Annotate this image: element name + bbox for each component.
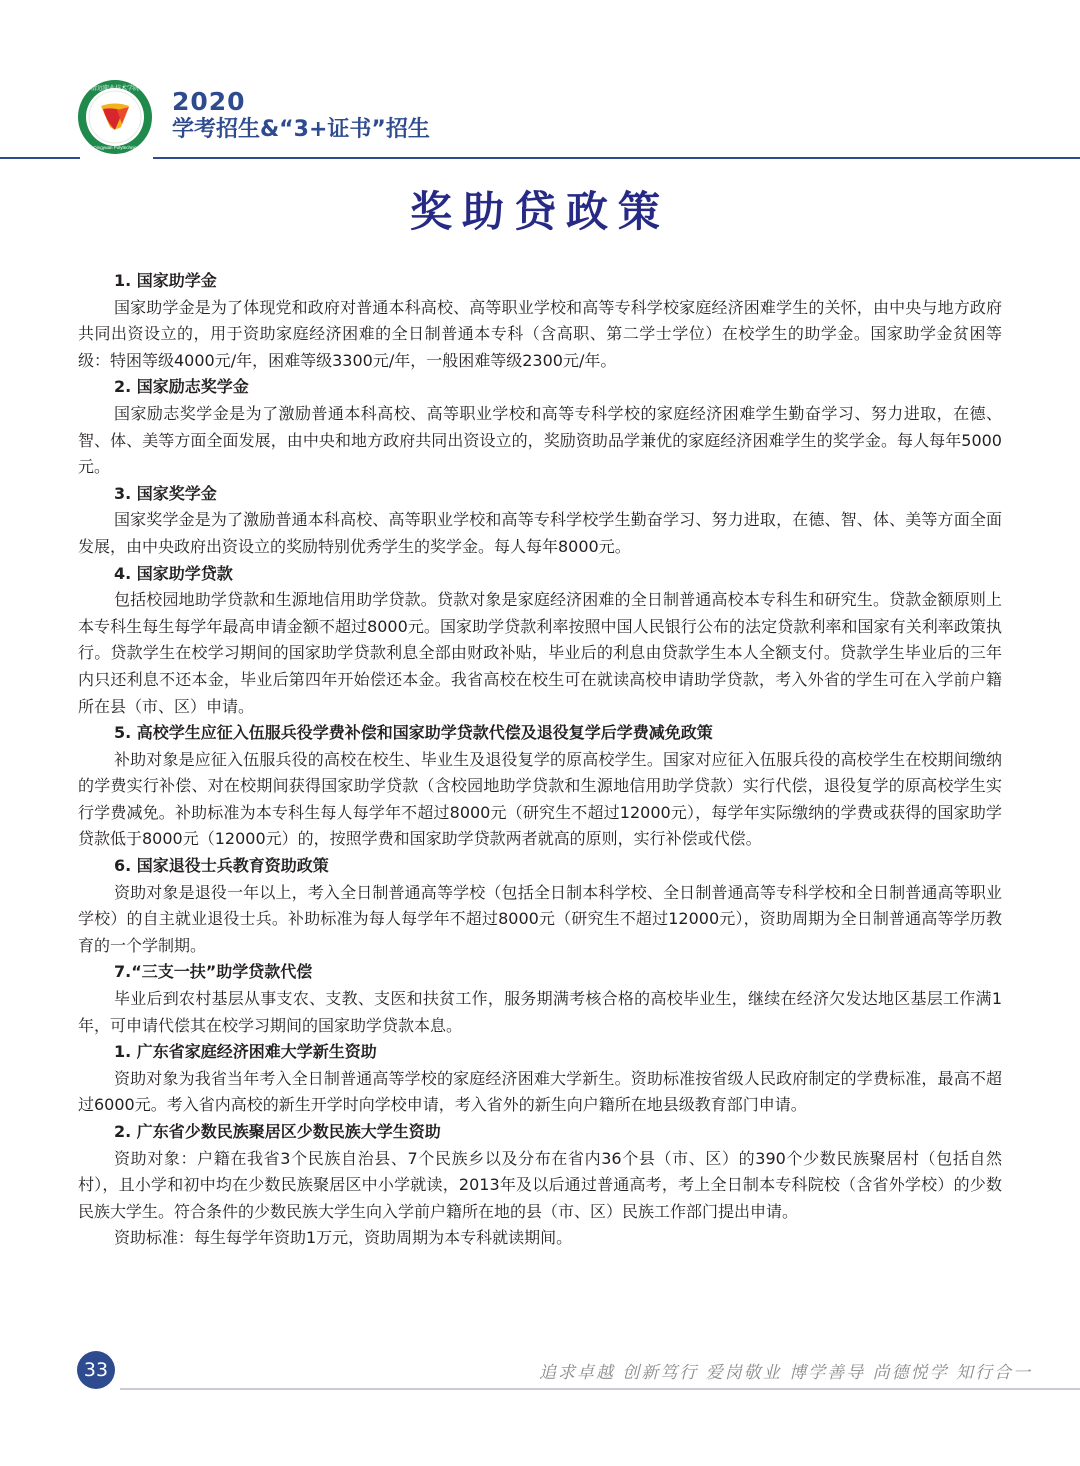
section-heading: 2. 国家励志奖学金	[114, 377, 249, 397]
footer-divider	[120, 1388, 1080, 1390]
section-paragraph: 国家奖学金是为了激励普通本科高校、高等职业学校和高等专科学校学生勤奋学习、努力进取，在德、智、体、美等方面全面发展，由中央政府出资设立的奖励特别优秀学生的奖学金。每人每年8000元。	[78, 510, 1002, 556]
section-paragraph: 国家励志奖学金是为了激励普通本科高校、高等职业学校和高等专科学校的家庭经济困难学生勤奋学习、努力进取，在德、智、体、美等方面全面发展，由中央和地方政府共同出资设立的，奖励资助品学兼优的家庭经济困难学生的奖学金。每人每年5000元。	[78, 403, 1002, 477]
policy-section	[78, 1039, 1002, 1119]
policy-section	[78, 481, 1002, 561]
page-title: 奖助贷政策	[409, 187, 670, 236]
header-subtitle: 学考招生&“3+证书”招生	[172, 117, 430, 142]
section-heading: 5. 高校学生应征入伍服兵役学费补偿和国家助学贷款代偿及退役复学后学费减免政策	[114, 723, 713, 743]
section-heading: 1. 广东省家庭经济困难大学新生资助	[114, 1042, 377, 1062]
section-heading: 4. 国家助学贷款	[114, 563, 233, 583]
section-paragraph: 补助对象是应征入伍服兵役的高校在校生、毕业生及退役复学的原高校学生。国家对应征入伍服兵役的高校学生在校期间缴纳的学费实行补偿、对在校期间获得国家助学贷款（含校园地助学贷款和生源地信用助学贷款）实行代偿，退役复学的原高校学生实行学费减免。补助标准为本专科生每人每学年不超过8000元（研究生不超过12000元），每学年实际缴纳的学费或获得的国家助学贷款低于8000元（12000元）的，按照学费和国家助学贷款两者就高的原则，实行补偿或代偿。	[78, 749, 1002, 849]
school-motto: 追求卓越 创新笃行 爱岗敬业 博学善导 尚德悦学 知行合一	[538, 1363, 1032, 1383]
policy-content	[78, 268, 1002, 1252]
policy-section	[78, 374, 1002, 480]
header-year: 2020	[172, 87, 246, 116]
header-divider	[153, 157, 1080, 159]
page-header	[0, 0, 1080, 170]
section-paragraph: 包括校园地助学贷款和生源地信用助学贷款。贷款对象是家庭经济困难的全日制普通高校本专科生和研究生。贷款金额原则上本专科生每生每学年最高申请金额不超过8000元。国家助学贷款利率按照中国人民银行公布的法定贷款利率和国家有关利率政策执行。贷款学生在校学习期间的国家助学贷款利息全部由财政补贴，毕业后的利息由贷款学生本人全额支付。贷款学生毕业后的三年内只还利息不还本金，毕业后第四年开始偿还本金。我省高校在校生可在就读高校申请助学贷款，考入外省的学生可在入学前户籍所在县（市、区）申请。	[78, 590, 1002, 716]
policy-section	[78, 1119, 1002, 1252]
header-divider-left	[0, 157, 80, 159]
section-heading: 1. 国家助学金	[114, 271, 217, 290]
section-paragraph: 资助对象是退役一年以上，考入全日制普通高等学校（包括全日制本科学校、全日制普通高等专科学校和全日制普通高等职业学校）的自主就业退役士兵。补助标准为每人每学年不超过8000元（研究生不超过12000元），资助周期为全日制普通高等学历教育的一个学制期。	[78, 882, 1002, 955]
section-heading: 3. 国家奖学金	[114, 483, 217, 503]
section-paragraph: 国家助学金是为了体现党和政府对普通本科高校、高等职业学校和高等专科学校家庭经济困难学生的关怀，由中央与地方政府共同出资设立的，用于资助家庭经济困难的全日制普通本专科（含高职、第二学士学位）在校学生的助学金。国家助学金贫困等级：特困等级4000元/年，困难等级3300元/年，一般困难等级2300元/年。	[78, 297, 1002, 370]
section-paragraph: 资助对象为我省当年考入全日制普通高等学校的家庭经济困难大学新生。资助标准按省级人民政府制定的学费标准，最高不超过6000元。考入省内高校的新生开学时向学校申请，考入省外的新生向户籍所在地县级教育部门申请。	[78, 1068, 1002, 1115]
policy-section	[78, 561, 1002, 721]
policy-section	[78, 268, 1002, 374]
section-heading: 7.“三支一扶”助学贷款代偿	[114, 962, 313, 982]
page-number: 33	[77, 1351, 115, 1389]
school-logo	[77, 79, 153, 155]
policy-section	[78, 959, 1002, 1039]
section-paragraph: 毕业后到农村基层从事支农、支教、支医和扶贫工作，服务期满考核合格的高校毕业生，继续在经济欠发达地区基层工作满1年，可申请代偿其在校学习期间的国家助学贷款本息。	[78, 989, 1002, 1035]
section-paragraph: 资助标准：每生每学年资助1万元，资助周期为本专科就读期间。	[114, 1228, 573, 1248]
section-paragraph: 资助对象：户籍在我省3个民族自治县、7个民族乡以及分布在省内36个县（市、区）的390个少数民族聚居村（包括自然村），且小学和初中均在少数民族聚居区中小学就读，2013年及以后通过普通高考，考上全日制本专科院校（含省外学校）的少数民族大学生。符合条件的少数民族大学生向入学前户籍所在地的县（市、区）民族工作部门提出申请。	[78, 1148, 1002, 1221]
logo-arc-text: 清远职业技术学院	[90, 86, 140, 92]
policy-section	[78, 853, 1002, 959]
policy-section	[78, 720, 1002, 853]
logo-bottom-text: Qingyuan Polytechnic	[93, 145, 137, 150]
section-heading: 6. 国家退役士兵教育资助政策	[114, 856, 329, 876]
section-heading: 2. 广东省少数民族聚居区少数民族大学生资助	[114, 1122, 441, 1141]
